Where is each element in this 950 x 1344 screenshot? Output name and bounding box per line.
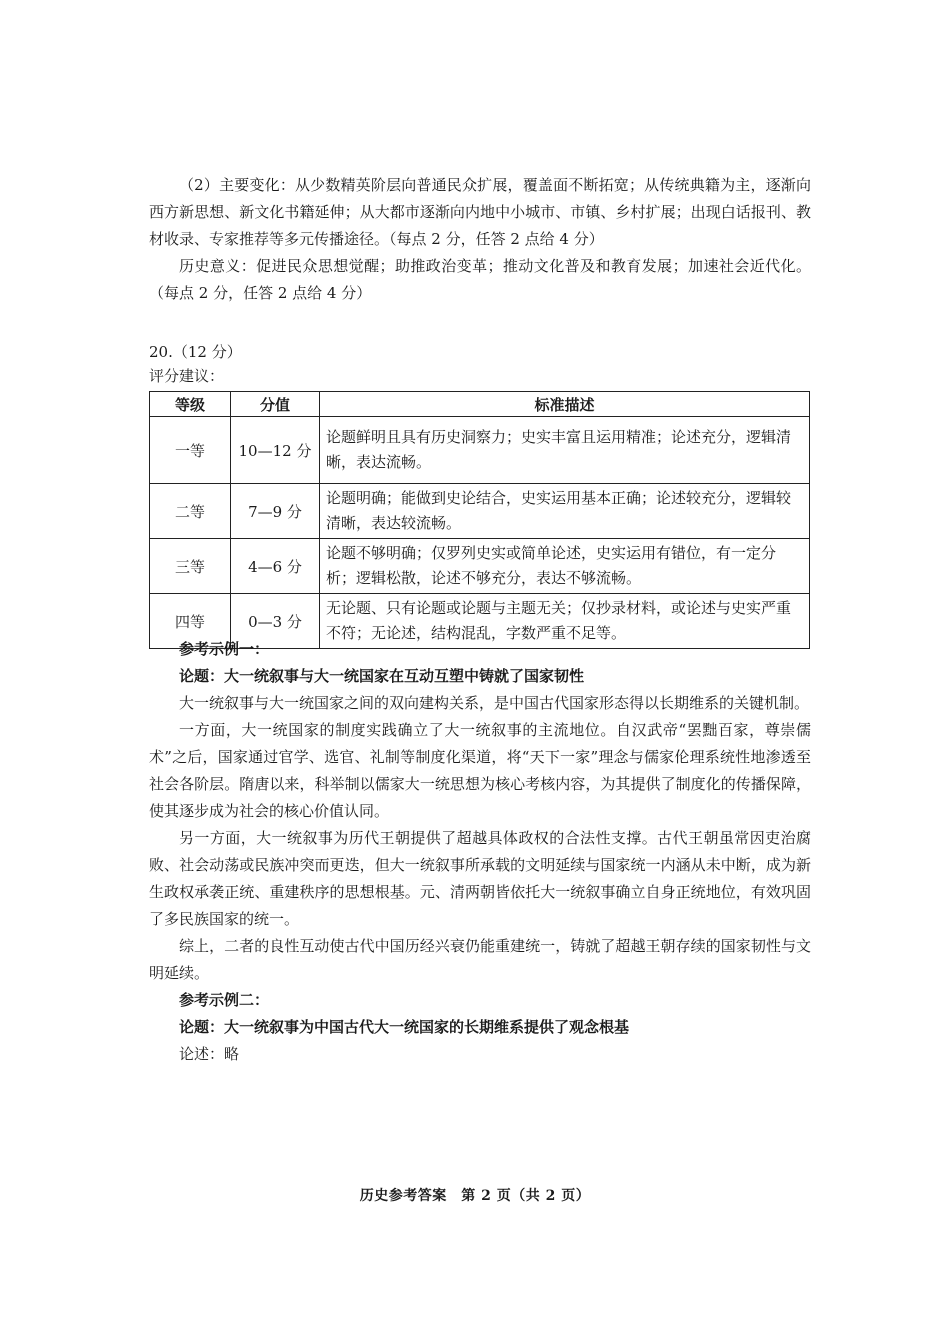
changes-paragraph: （2）主要变化：从少数精英阶层向普通民众扩展，覆盖面不断拓宽；从传统典籍为主，逐渐向西方新思想、新文化书籍延伸；从大都市逐渐向内地中小城市、市镇、乡村扩展；出现白话报刊、教材收录、专家推荐等多元传播途径。（每点 2 分，任答 2 点给 4 分） <box>149 176 811 248</box>
example2-label: 参考示例二： <box>179 991 270 1009</box>
grade-cell: 三等 <box>150 539 231 594</box>
example2-thesis: 论题：大一统叙事为中国古代大一统国家的长期维系提供了观念根基 <box>179 1018 630 1036</box>
table-row <box>150 417 810 484</box>
desc-cell: 论题不够明确；仅罗列史实或简单论述，史实运用有错位，有一定分析；逻辑松散，论述不够充分，表达不够流畅。 <box>320 539 810 594</box>
example1-paragraph: 大一统叙事与大一统国家之间的双向建构关系，是中国古代国家形态得以长期维系的关键机制。 <box>179 694 810 712</box>
score-cell: 4—6 分 <box>231 539 320 594</box>
question-20-heading: 20.（12 分） <box>149 343 242 361</box>
desc-cell: 论题鲜明且具有历史洞察力；史实丰富且运用精准；论述充分，逻辑清晰，表达流畅。 <box>320 417 810 484</box>
significance-paragraph: 历史意义：促进民众思想觉醒；助推政治变革；推动文化普及和教育发展；加速社会近代化。（每点 2 分，任答 2 点给 4 分） <box>149 257 811 302</box>
scoring-table <box>149 391 810 649</box>
header-score: 分值 <box>231 392 320 417</box>
grade-cell: 四等 <box>150 594 231 649</box>
table-header-row <box>150 392 810 417</box>
example1-paragraph: 另一方面，大一统叙事为历代王朝提供了超越具体政权的合法性支撑。古代王朝虽常因吏治腐败、社会动荡或民族冲突而更迭，但大一统叙事所承载的文明延续与国家统一内涵从未中断，成为新生政权承袭正统、重建秩序的思想根基。元、清两朝皆依托大一统叙事确立自身正统地位，有效巩固了多民族国家的统一。 <box>149 829 811 928</box>
example1-label: 参考示例一： <box>179 640 270 658</box>
answer-19-part2 <box>149 172 811 307</box>
score-cell: 7—9 分 <box>231 484 320 539</box>
grade-cell: 二等 <box>150 484 231 539</box>
scoring-label: 评分建议： <box>149 367 225 385</box>
desc-cell: 论题明确；能做到史论结合，史实运用基本正确；论述较充分，逻辑较清晰，表达较流畅。 <box>320 484 810 539</box>
page-footer: 历史参考答案 第 2 页（共 2 页） <box>359 1188 591 1204</box>
table-row <box>150 539 810 594</box>
example1-paragraph: 综上，二者的良性互动使古代中国历经兴衰仍能重建统一，铸就了超越王朝存续的国家韧性与文明延续。 <box>149 937 811 982</box>
header-grade: 等级 <box>150 392 231 417</box>
reference-examples <box>149 636 811 1068</box>
example2-body: 论述：略 <box>179 1045 240 1063</box>
example1-thesis: 论题：大一统叙事与大一统国家在互动互塑中铸就了国家韧性 <box>179 667 585 685</box>
desc-cell: 无论题、只有论题或论题与主题无关；仅抄录材料，或论述与史实严重不符；无论述，结构混乱，字数严重不足等。 <box>320 594 810 649</box>
score-cell: 0—3 分 <box>231 594 320 649</box>
table-row <box>150 484 810 539</box>
grade-cell: 一等 <box>150 417 231 484</box>
question-20-header <box>149 340 811 388</box>
example1-paragraph: 一方面，大一统国家的制度实践确立了大一统叙事的主流地位。自汉武帝“罢黜百家，尊崇儒术”之后，国家通过官学、选官、礼制等制度化渠道，将“天下一家”理念与儒家伦理系统性地渗透至社会各阶层。隋唐以来，科举制以儒家大一统思想为核心考核内容，为其提供了制度化的传播保障，使其逐步成为社会的核心价值认同。 <box>149 721 811 820</box>
score-cell: 10—12 分 <box>231 417 320 484</box>
header-desc: 标准描述 <box>320 392 810 417</box>
